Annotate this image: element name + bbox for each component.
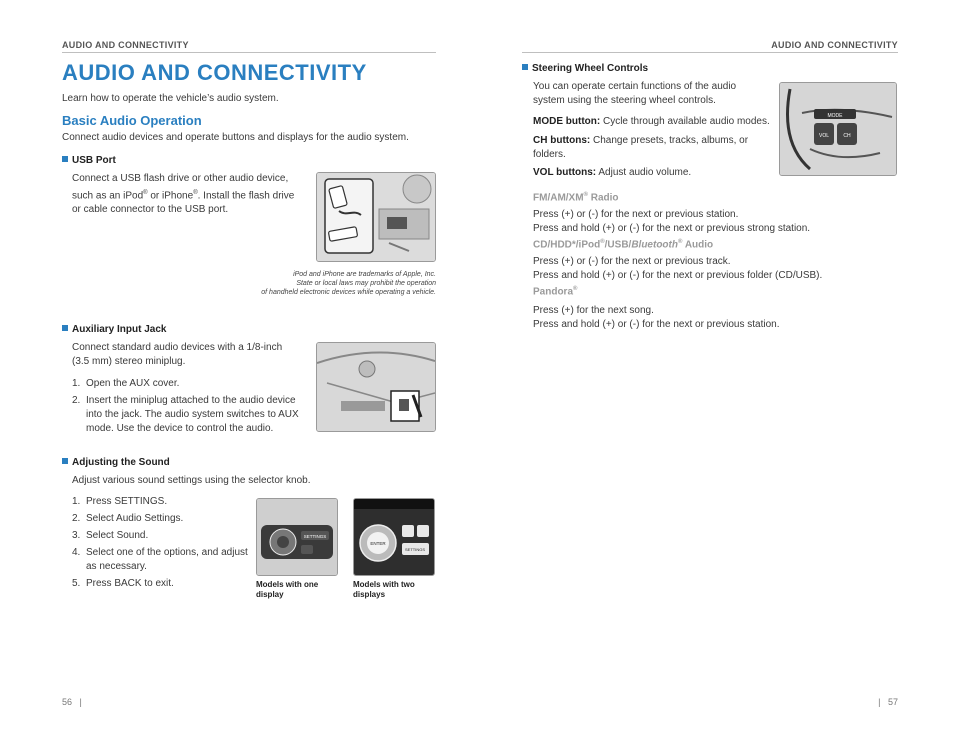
page-title: AUDIO AND CONNECTIVITY [62,60,367,85]
steering-controls-image [779,82,897,176]
steering-text: You can operate certain functions of the audio system using the steering wheel controls. [533,81,737,106]
page-number-right: | 57 [878,697,898,707]
sound-text: Adjust various sound settings using the selector knob. [72,475,311,486]
list-item: 3. Select Sound. [72,530,149,541]
usb-text: Connect a USB flash drive or other audio device, such as an iPod® or iPhone®. Install the flash drive or cable connector to the USB port. [72,173,295,216]
pandora-heading: Pandora® [533,286,578,298]
cd-heading: CD/HDD*/iPod®/USB/Bluetooth® Audio [533,239,714,251]
svg-text:CH: CH [843,133,851,139]
basic-text: Connect audio devices and operate buttons and displays for the audio system. [62,132,409,143]
bullet-square-icon [522,64,528,70]
svg-text:ENTER: ENTER [370,541,386,546]
header-rule-right [522,52,898,53]
header-rule-left [62,52,436,53]
bullet-square-icon [62,325,68,331]
list-item: 2. Select Audio Settings. [72,513,184,524]
trademark-note: iPod and iPhone are trademarks of Apple, Inc. State or local laws may prohibit the operation of handheld electronic devices while operating a vehicle. [261,271,436,296]
mode-button-desc: MODE button: Cycle through available audio modes. [533,116,770,127]
ch-buttons-desc: CH buttons: Change presets, tracks, albums, or folders. [533,135,749,160]
fm-text: Press (+) or (-) for the next or previous station. Press and hold (+) or (-) for the next or previous strong station. [533,209,811,234]
aux-text: Connect standard audio devices with a 1/8-inch (3.5 mm) stereo miniplug. [72,342,283,367]
one-display-image [256,498,338,576]
aux-steps [72,377,304,439]
sound-steps [72,495,252,594]
sound-heading: Adjusting the Sound [62,457,170,468]
running-header-left: AUDIO AND CONNECTIVITY [62,40,189,50]
aux-heading: Auxiliary Input Jack [62,324,166,335]
two-display-image [353,498,435,576]
svg-text:VOL: VOL [818,133,830,139]
bullet-square-icon [62,156,68,162]
svg-text:SETTINGS: SETTINGS [303,534,327,539]
cd-text: Press (+) or (-) for the next or previous track. Press and hold (+) or (-) for the next or previous folder (CD/USB). [533,256,823,281]
fm-heading: FM/AM/XM® Radio [533,192,619,204]
aux-jack-image [316,342,436,432]
intro-text: Learn how to operate the vehicle’s audio system. [62,93,279,104]
usb-heading: USB Port [62,155,116,166]
list-item: 5. Press BACK to exit. [72,578,174,589]
running-header-right: AUDIO AND CONNECTIVITY [771,40,898,50]
caption-two-displays: Models with two displays [353,580,415,599]
svg-text:SETTINGS: SETTINGS [404,547,426,552]
page-number-left: 56 | [62,697,82,707]
caption-one-display: Models with one display [256,580,319,599]
svg-text:MODE: MODE [827,113,843,119]
list-item: 2. Insert the miniplug attached to the audio device into the jack. The audio system switches to AUX mode. Use the device to control the audio. [72,395,299,434]
bullet-square-icon [62,458,68,464]
list-item: 4. Select one of the options, and adjust as necessary. [72,547,248,572]
pandora-text: Press (+) for the next song. Press and hold (+) or (-) for the next or previous station. [533,305,780,330]
vol-buttons-desc: VOL buttons: Adjust audio volume. [533,167,692,178]
section-heading-basic: Basic Audio Operation [62,113,202,128]
usb-port-image [316,172,436,262]
steering-heading: Steering Wheel Controls [522,63,648,74]
list-item: 1. Press SETTINGS. [72,496,168,507]
list-item: 1. Open the AUX cover. [72,378,180,389]
